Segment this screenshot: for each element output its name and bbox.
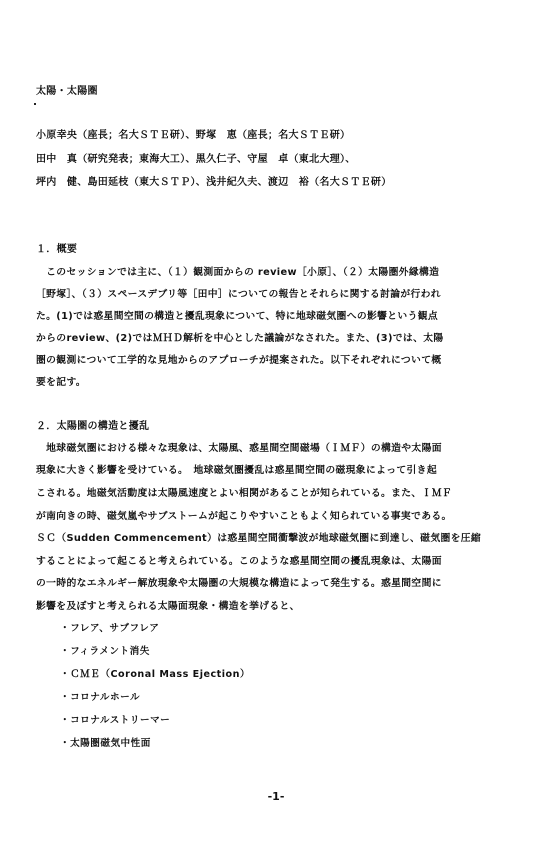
document-title: 太陽・太陽圏 (36, 86, 98, 97)
bullet-item: ・フィラメント消失 (60, 646, 150, 657)
section-heading: １．概要 (36, 244, 78, 255)
scan-speck (34, 103, 36, 105)
author-line: 田中 真（研究発表；東海大工）、黒久仁子、守屋 卓（東北大理）、 (36, 154, 356, 165)
section-heading: ２．太陽圏の構造と擾乱 (36, 421, 150, 432)
paragraph-line: 影響を及ぼすと考えられる太陽面現象・構造を挙げると、 (36, 601, 300, 612)
paragraph-line: からのreview、(2)ではＭＨＤ解析を中心とした議論がなされた。また、(3)では、太陽 (36, 333, 444, 344)
paragraph-line: が南向きの時、磁気嵐やサブストームが起こりやすいこともよく知られている事実である。 (36, 511, 452, 522)
paragraph-line: 現象に大きく影響を受けている。 地球磁気圏擾乱は惑星間空間の磁現象によって引き起 (36, 465, 437, 476)
bullet-item: ・ＣＭＥ（Coronal Mass Ejection） (60, 669, 251, 680)
bullet-item: ・コロナルホール (60, 692, 141, 703)
paragraph-line: の一時的なエネルギー解放現象や太陽圏の大規模な構造によって発生する。惑星間空間に (36, 578, 442, 589)
paragraph-line: することによって起こると考えられている。このような惑星間空間の擾乱現象は、太陽面 (36, 556, 442, 567)
author-line: 小原幸央（座長；名大ＳＴＥ研）、野塚 恵（座長；名大ＳＴＥ研） (36, 130, 351, 141)
paragraph-line: 要を記す。 (36, 377, 86, 388)
paragraph-line: た。(1)では惑星間空間の構造と擾乱現象について、特に地球磁気圏への影響という観点 (36, 311, 439, 322)
bullet-item: ・太陽圏磁気中性面 (60, 738, 151, 749)
paragraph-line: ［野塚］、（３）スペースデブリ等［田中］についての報告とそれらに関する討論が行われ (36, 289, 441, 300)
paragraph-line: ＳＣ（Sudden Commencement）は惑星間空間衝撃波が地球磁気圏に到達し、磁気圏を圧縮 (36, 533, 482, 544)
author-line: 坪内 健、島田延枝（東大ＳＴＰ）、浅井紀久夫、渡辺 裕（名大ＳＴＥ研） (36, 177, 392, 188)
bullet-item: ・コロナルストリーマー (60, 715, 171, 726)
paragraph-line: 圏の観測について工学的な見地からのアプローチが提案された。以下それぞれについて概 (36, 355, 442, 366)
bullet-item: ・フレア、サブフレア (60, 623, 160, 634)
page-number: -1- (267, 790, 285, 803)
paragraph-line: こされる。地磁気活動度は太陽風速度とよい相関があることが知られている。また、ＩＭＦ (36, 488, 453, 499)
paragraph-line: このセッションでは主に、（１）観測面からの review［小原］、（２）太陽圏外縁構造 (36, 267, 440, 278)
paragraph-line: 地球磁気圏における様々な現象は、太陽風、惑星間空間磁場（ＩＭＦ）の構造や太陽面 (36, 443, 442, 454)
